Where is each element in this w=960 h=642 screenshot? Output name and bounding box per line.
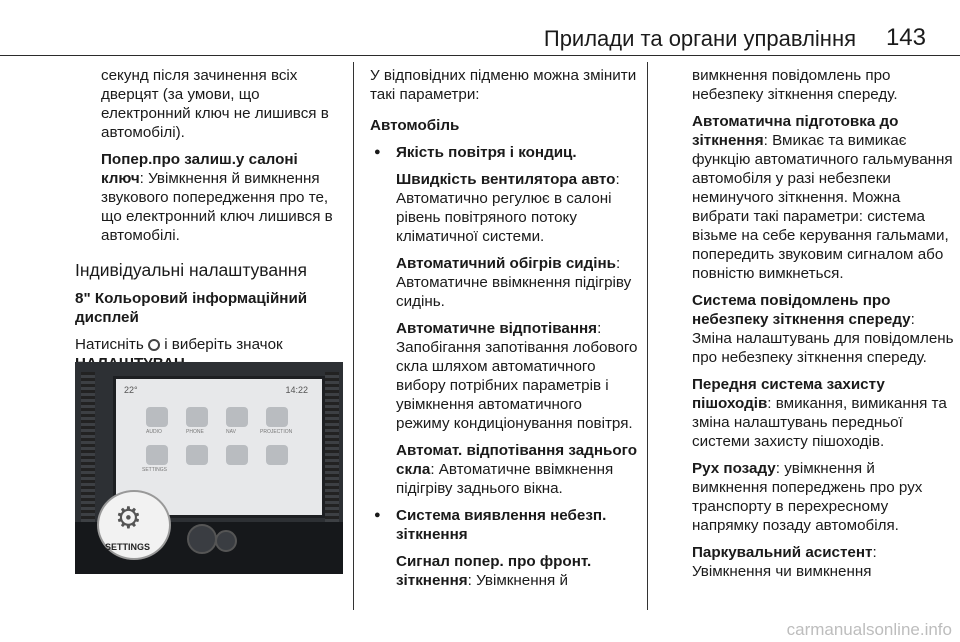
term-forward-alert: Сигнал попер. про фронт. зіткнення (396, 553, 592, 589)
app-icon (186, 407, 208, 427)
item-fan-speed (370, 170, 638, 246)
bullet-collision: ● Система виявлення небезп. зіткнення (370, 506, 638, 544)
desc-seat-heating: : Автоматичне ввімкнення підігріву сидінь. (396, 255, 632, 310)
home-button (215, 530, 237, 552)
settings-icon (148, 339, 160, 351)
subsection-heading: 8" Кольоровий інформаційний дисплей (75, 290, 308, 326)
item-auto-prep (692, 112, 954, 283)
desc-rear-traffic: : увімкнення й вимкнення попереджень про рух транспорту в перехресному напрямку позаду автомобіля. (692, 460, 923, 534)
app-icon (266, 445, 288, 465)
item-front-warning (692, 291, 954, 367)
app-label: SETTINGS (142, 467, 168, 473)
desc-park-assist: : (872, 544, 877, 561)
term-fan-speed: Швидкість вентилятора авто (396, 171, 616, 188)
app-icon (226, 407, 248, 427)
instruction-post: і виберіть значок (159, 336, 283, 353)
column-divider-2 (647, 62, 648, 610)
infotainment-photo (75, 362, 343, 574)
temperature-readout: 22° (124, 385, 138, 395)
paragraph-continued: вимкнення повідомлень про небезпеку зіткнення спереду. (692, 67, 898, 103)
desc-auto-prep: : Вмикає та вимикає функцію автоматичного гальмування автомобіля у разі небезпеки неминучого зіткнення. Можна вибрати такі параметри: система візьме на себе керування гальмами, попередить звуковим сигналом або повністю вимкнеться. (692, 132, 953, 282)
left-vent (81, 372, 95, 522)
term-park-assist: Паркувальний асистент (692, 544, 873, 561)
item-pedestrian (692, 375, 954, 451)
term-rear-defog: Автомат. відпотівання заднього скла (396, 442, 638, 478)
item-rear-defog (370, 441, 638, 498)
paragraph-key-timeout: секунд після зачинення всіх дверцят (за умови, що електронний ключ не лишився в автомобілі). (101, 67, 329, 141)
item-park-assist (692, 543, 954, 581)
instruction-pre: Натисніть (75, 336, 148, 353)
app-icon (146, 445, 168, 465)
column-3 (692, 66, 954, 589)
app-icon (266, 407, 288, 427)
settings-gear-icon: ⚙ (115, 502, 142, 535)
item-forward-alert (370, 552, 638, 590)
desc-front-warning: : Зміна налаштувань для повідомлень про небезпеку зіткнення спереду. (692, 311, 954, 366)
column-2 (370, 66, 638, 598)
volume-knob (187, 524, 217, 554)
item-rear-traffic (692, 459, 954, 535)
app-icon (226, 445, 248, 465)
page-title: Прилади та органи управління (543, 26, 856, 51)
term-seat-heating: Автоматичний обігрів сидінь (396, 255, 616, 272)
app-label: NAV (226, 429, 236, 435)
term-auto-prep: Автоматична підготовка до зіткнення (692, 113, 899, 149)
paragraph-intro: У відповідних підменю можна змінити такі параметри: (370, 67, 637, 103)
bullet-air-quality: ● Якість повітря і кондиц. (370, 143, 638, 162)
desc-defog: : Запобігання запотівання лобового скла шляхом автоматичного вибору потрібних параметрів і увімкнення автоматичного режиму кондиціонування повітря. (396, 320, 638, 432)
right-vent (325, 372, 339, 522)
app-label: PHONE (186, 429, 204, 435)
watermark: carmanualsonline.info (786, 620, 952, 639)
desc-fan-speed: : Автоматично регулює в салоні рівень повітряного потоку кліматичної системи. (396, 171, 620, 245)
term-key-reminder: Попер.про залиш.у салоні ключ (101, 151, 298, 187)
term-defog: Автоматичне відпотівання (396, 320, 598, 337)
settings-callout-label: SETTINGS (105, 542, 151, 552)
section-heading: Індивідуальні налаштування (75, 260, 307, 280)
app-label: PROJECTION (260, 429, 293, 435)
column-1 (75, 66, 343, 381)
desc-forward-alert: : Увімкнення й (467, 572, 568, 589)
clock-readout: 14:22 (285, 385, 308, 395)
term-rear-traffic: Рух позаду (692, 460, 776, 477)
term-pedestrian: Передня система захисту пішоходів (692, 376, 885, 412)
app-label: AUDIO (146, 429, 162, 435)
paragraph-key-reminder (75, 150, 343, 245)
desc-pedestrian: : вмикання, вимикання та зміна налаштувань передньої системи захисту пішоходів. (692, 395, 947, 450)
header-rule (0, 55, 960, 56)
term-front-warning: Система повідомлень про небезпеку зіткнення спереду (692, 292, 911, 328)
page-number: 143 (885, 24, 926, 51)
heading-vehicle: Автомобіль (370, 117, 460, 134)
app-icon (186, 445, 208, 465)
item-defog (370, 319, 638, 433)
item-seat-heating (370, 254, 638, 311)
desc-key-reminder: : Увімкнення й вимкнення звукового попередження про те, що електронний ключ лишився в автомобілі. (101, 170, 333, 244)
column-divider-1 (353, 62, 354, 610)
desc-rear-defog: : Автоматичне ввімкнення підігріву заднього вікна. (396, 461, 614, 497)
desc-park-assist-tail: Увімкнення чи вимкнення (692, 563, 872, 580)
app-icon (146, 407, 168, 427)
